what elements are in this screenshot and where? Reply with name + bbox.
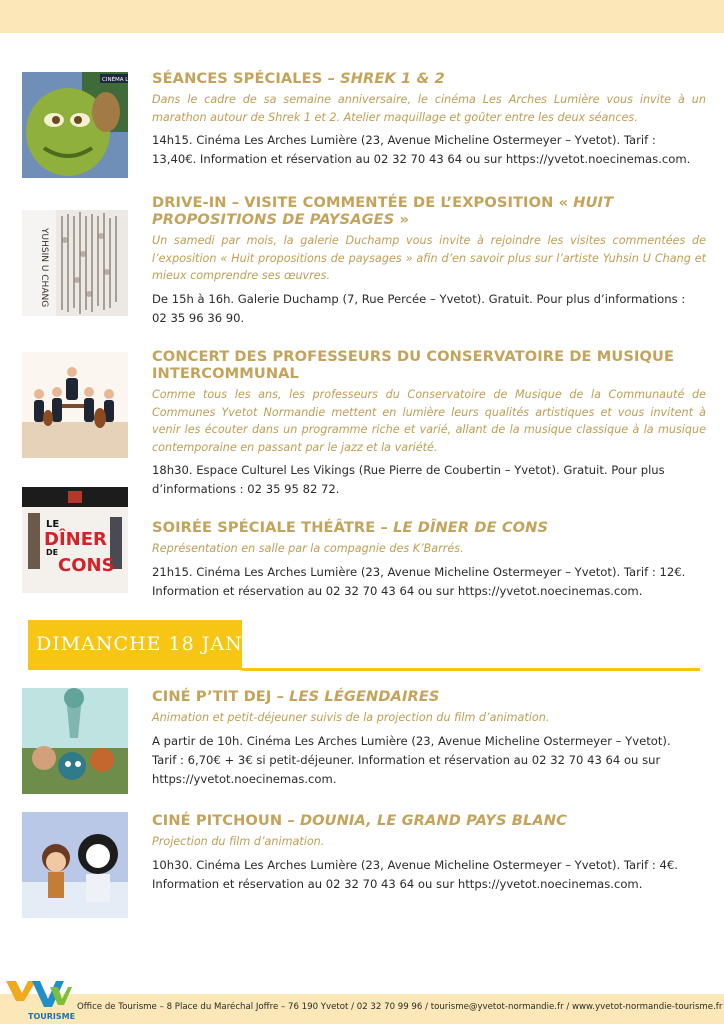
event-info [152,563,706,601]
event-description: Dans le cadre de sa semaine anniversaire, le cinéma Les Arches Lumière vous invite à un marathon autour de Shrek 1 et 2. Atelier maquillage et goûter entre les deux séances. [152,93,706,124]
poster-le: LE [46,519,60,530]
info-line: https://yvetot.noecinemas.com. [152,771,337,786]
event-info [152,856,706,894]
info-line: Tarif : 6,70€ + 3€ si petit-déjeuner. Information et réservation au 02 32 70 43 64 ou sur [152,752,661,767]
concert-image [22,352,128,458]
info-line: Information et réservation au 02 32 70 43 64 ou sur https://yvetot.noecinemas.com. [152,583,643,598]
logo-text: TOURISME [28,1012,76,1021]
info-line: 18h30. Espace Culturel Les Vikings (Rue Pierre de Coubertin – Yvetot). Gratuit. Pour plus [152,463,665,477]
event-description: Animation et petit-déjeuner suivis de la projection du film d’animation. [152,711,550,724]
title-line: INTERCOMMUNAL [152,365,299,382]
info-line: d’informations : 02 35 95 82 72. [152,482,340,496]
title-main: CINÉ PITCHOUN – [152,812,300,829]
event-description: Projection du film d’animation. [152,835,325,848]
title-italic: LE DÎNER DE CONS [393,519,549,536]
info-line: A partir de 10h. Cinéma Les Arches Lumière (23, Avenue Micheline Ostermeyer – Yvetot). [152,733,671,748]
event-title [152,688,706,705]
event-title [152,70,706,87]
title-italic: DOUNIA, LE GRAND PAYS BLANC [299,812,567,829]
title-main: SOIRÉE SPÉCIALE THÉÂTRE – [152,519,394,536]
info-line: 13,40€. Information et réservation au 02 32 70 43 64 ou sur https://yvetot.noecinemas.com. [152,152,691,166]
event-info [152,461,706,499]
poster-cons: CONS [58,555,115,576]
title-italic: LES LÉGENDAIRES [289,688,440,705]
title-main: SÉANCES SPÉCIALES – [152,70,341,87]
event-description: Comme tous les ans, les professeurs du Conservatoire de Musique de la Communauté de Communes Yvetot Normandie mettent en lumière leurs qualités artistiques et vous invitent à venir les écouter dans un programme riche et varié, allant de la musique classique à la musique contemporaine en passant par le jazz et la variété. [152,388,706,454]
poster-diner: DÎNER [44,529,107,550]
event-info [152,732,706,789]
info-line: 10h30. Cinéma Les Arches Lumière (23, Avenue Micheline Ostermeyer – Yvetot). Tarif : 4€. [152,857,678,872]
info-line: 21h15. Cinéma Les Arches Lumière (23, Avenue Micheline Ostermeyer – Yvetot). Tarif : 12€. [152,564,686,579]
title-italic: HUIT [573,194,614,211]
footer-contact: Office de Tourisme – 8 Place du Maréchal Joffre – 76 190 Yvetot / 02 32 70 99 96 / tourisme@yvetot-normandie.fr / www.yvetot-normandie-tourisme.fr [77,1002,723,1012]
info-line: 02 35 96 36 90. [152,310,245,325]
event-info [152,131,706,169]
info-line: De 15h à 16h. Galerie Duchamp (7, Rue Percée – Yvetot). Gratuit. Pour plus d’informations : [152,291,686,306]
title-main: DRIVE-IN – VISITE COMMENTÉE DE L’EXPOSITION « [152,194,574,211]
title-italic: PROPOSITIONS DE PAYSAGES [152,211,395,228]
day-banner [28,620,297,670]
top-band [0,0,724,33]
poster-de: DE [46,548,59,557]
event-info [152,290,706,328]
legendaires-image [22,688,128,794]
title-main: CINÉ P’TIT DEJ – [152,688,290,705]
exhibition-image-label: YUHSIN U CHANG [39,228,49,308]
shrek-image [22,72,136,178]
diner-de-cons-image [22,487,128,593]
event-title [152,348,706,382]
day-divider [242,668,700,671]
shrek-image-label: CINÉMA LES [102,77,136,83]
event-title [152,194,706,228]
title-italic: SHREK 1 & 2 [340,70,445,87]
event-description: Représentation en salle par la compagnie des K’Barrés. [152,542,464,555]
dounia-image [22,812,128,918]
footer-band [0,994,724,1024]
event-title [152,812,706,829]
title-end: » [394,211,410,228]
day-banner-text: DIMANCHE 18 JANVIER [36,633,297,655]
info-line: Information et réservation au 02 32 70 43 64 ou sur https://yvetot.noecinemas.com. [152,876,643,891]
event-description: Un samedi par mois, la galerie Duchamp vous invite à rejoindre les visites commentées de l’exposition « Huit propositions de paysages » afin d’en savoir plus sur l’artiste Yuhsin U Chang et mieux comprendre ses œuvres. [152,234,706,282]
title-line: CONCERT DES PROFESSEURS DU CONSERVATOIRE DE MUSIQUE [152,348,675,365]
yvetot-tourisme-logo [4,977,76,1021]
event-title [152,519,706,536]
info-line: 14h15. Cinéma Les Arches Lumière (23, Avenue Micheline Ostermeyer – Yvetot). Tarif : [152,133,656,147]
exhibition-image [22,210,128,316]
